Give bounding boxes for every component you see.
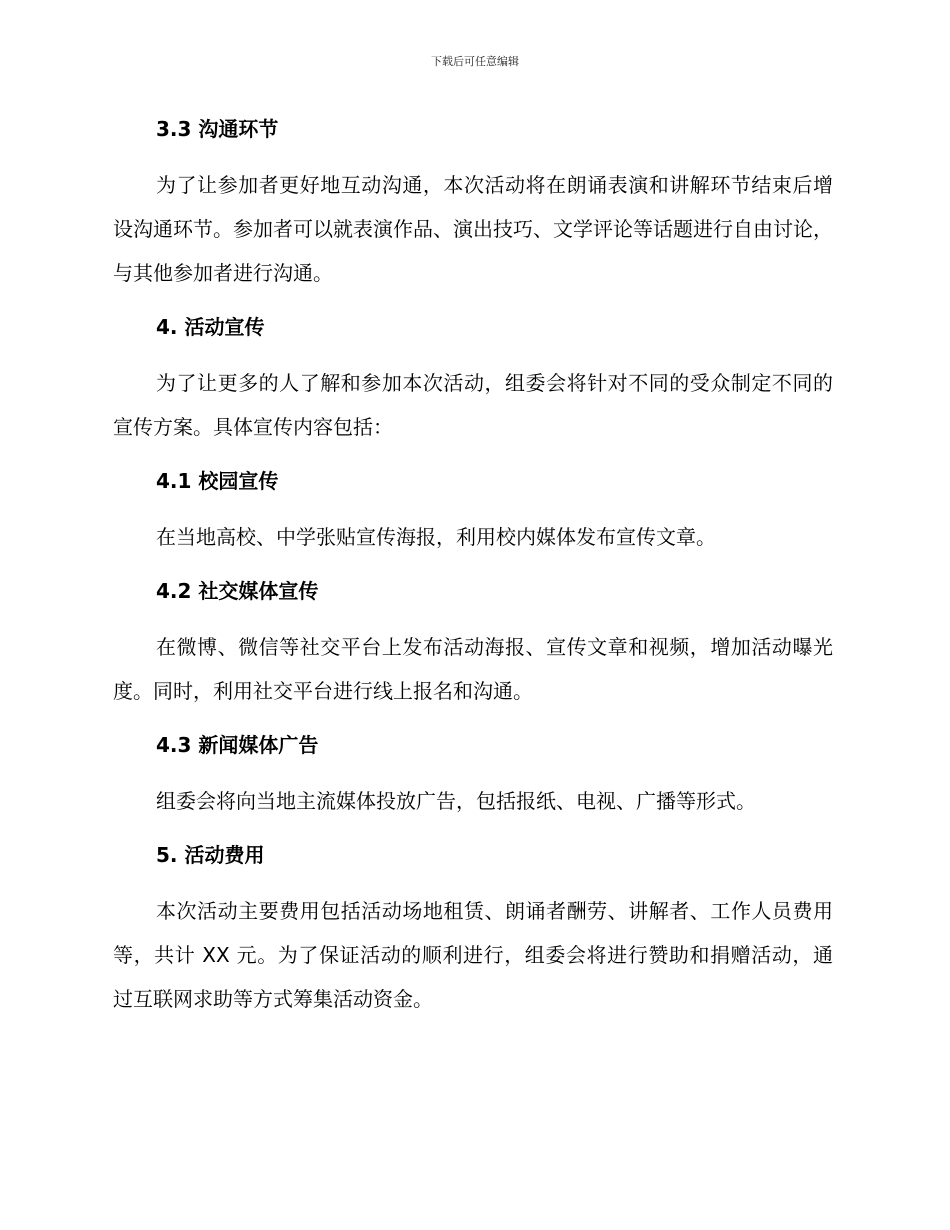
section-heading-4: 4. 活动宣传	[156, 315, 265, 339]
section-heading-4-2: 4.2 社交媒体宣传	[156, 579, 319, 603]
document-body	[113, 108, 833, 1021]
section-paragraph: 本次活动主要费用包括活动场地租赁、朗诵者酬劳、讲解者、工作人员费用等，共计 XX 元。为了保证活动的顺利进行，组委会将进行赞助和捐赠活动，通过互联网求助等方式筹集活动资金。	[113, 899, 833, 1011]
section-paragraph: 为了让参加者更好地互动沟通，本次活动将在朗诵表演和讲解环节结束后增设沟通环节。参加者可以就表演作品、演出技巧、文学评论等话题进行自由讨论，与其他参加者进行沟通。	[113, 173, 833, 285]
section-heading-5: 5. 活动费用	[156, 843, 265, 867]
section-paragraph: 在微博、微信等社交平台上发布活动海报、宣传文章和视频，增加活动曝光度。同时，利用社交平台进行线上报名和沟通。	[113, 635, 833, 703]
section-paragraph: 为了让更多的人了解和参加本次活动，组委会将针对不同的受众制定不同的宣传方案。具体宣传内容包括：	[113, 371, 833, 439]
header-note: 下载后可任意编辑	[431, 55, 519, 68]
section-heading-4-1: 4.1 校园宣传	[156, 469, 279, 493]
section-heading-3-3: 3.3 沟通环节	[156, 117, 279, 141]
section-heading-4-3: 4.3 新闻媒体广告	[156, 733, 319, 757]
section-paragraph: 组委会将向当地主流媒体投放广告，包括报纸、电视、广播等形式。	[156, 789, 756, 813]
section-paragraph: 在当地高校、中学张贴宣传海报，利用校内媒体发布宣传文章。	[156, 525, 716, 549]
